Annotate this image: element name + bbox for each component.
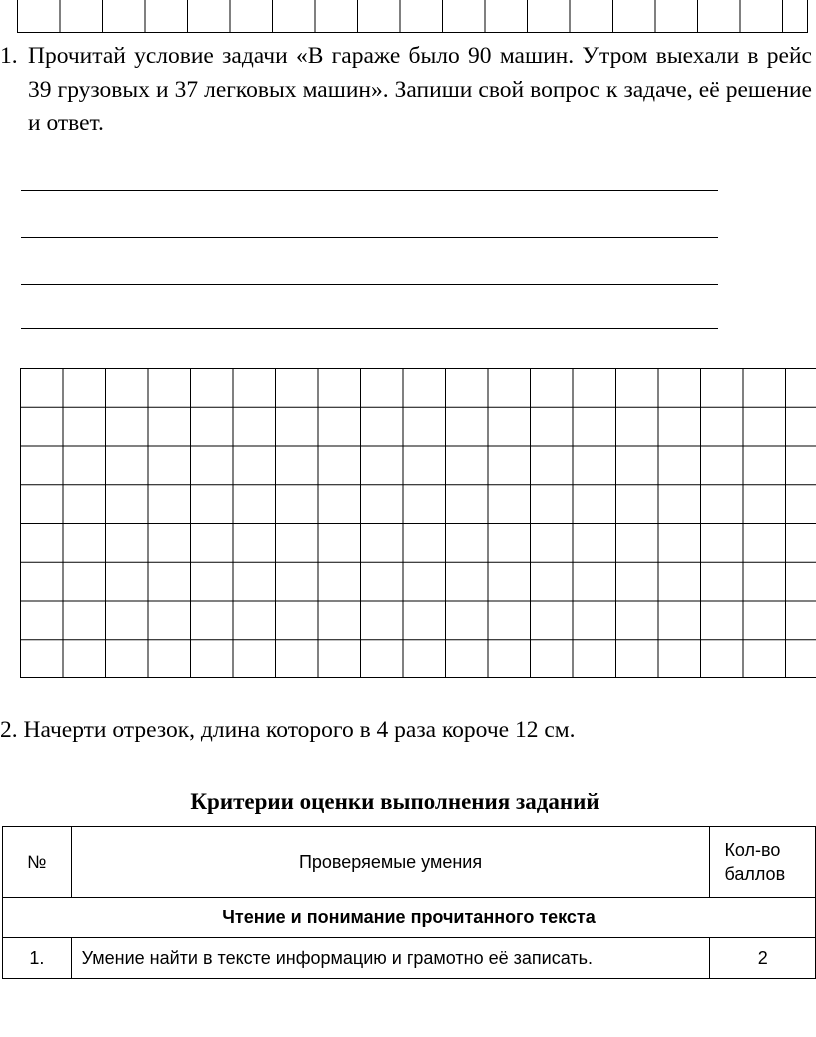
row-num: 1. [3, 938, 72, 979]
section-title: Чтение и понимание прочитанного текста [3, 898, 816, 938]
task-1 [0, 40, 812, 141]
header-num: № [3, 827, 72, 898]
table-row [3, 938, 816, 979]
grid-strip-top [17, 0, 808, 33]
criteria-title: Критерии оценки выполнения заданий [190, 789, 600, 814]
header-points: Кол-во баллов [710, 827, 816, 898]
answer-line[interactable] [21, 190, 718, 191]
row-skill: Умение найти в тексте информацию и грамотно её записать. [71, 938, 710, 979]
criteria-header-row [3, 827, 816, 898]
task-1-number: 1. [0, 43, 18, 69]
header-skill: Проверяемые умения [71, 827, 710, 898]
task-2-text: 2. Начерти отрезок, длина которого в 4 раза короче 12 см. [0, 717, 576, 743]
task-1-text: Прочитай условие задачи «В гараже было 90 машин. Утром выехали в рейс 39 грузовых и 37 легковых машин». Запиши свой вопрос к задаче, её решение и ответ. [28, 43, 812, 136]
criteria-section-row [3, 898, 816, 938]
answer-line[interactable] [21, 237, 718, 238]
row-points: 2 [710, 938, 816, 979]
solution-grid[interactable] [20, 368, 816, 678]
answer-line[interactable] [21, 328, 718, 329]
answer-line[interactable] [21, 284, 718, 285]
criteria-table [2, 826, 816, 979]
